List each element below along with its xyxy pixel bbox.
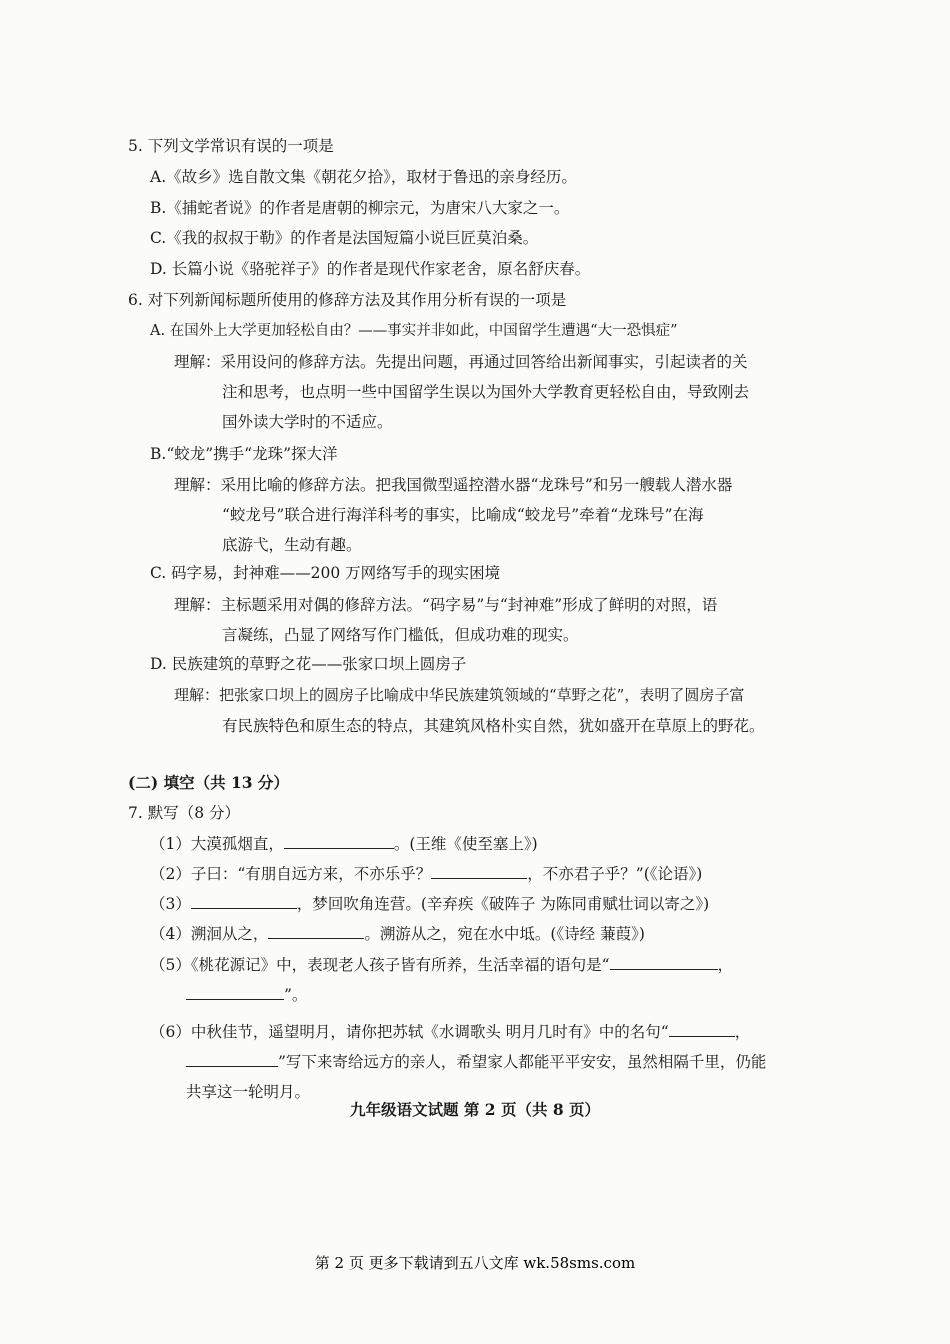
dictation-6-comma: ， [734, 1023, 751, 1041]
dictation-3-prefix: （3） [150, 895, 191, 913]
q5-option-c: C.《我的叔叔于勒》的作者是法国短篇小说巨匠莫泊桑。 [150, 229, 539, 247]
q6-option-d-title: D. 民族建筑的草野之花——张家口坝上圆房子 [150, 655, 467, 673]
footer-download-note: 第 2 页 更多下载请到五八文库 wk.58sms.com [314, 1254, 636, 1272]
q5-stem: 5. 下列文学常识有误的一项是 [128, 137, 334, 155]
q7-stem: 7. 默写（8 分） [128, 804, 241, 822]
q5-option-d: D. 长篇小说《骆驼祥子》的作者是现代作家老舍，原名舒庆春。 [150, 260, 591, 278]
dictation-6 [150, 1022, 750, 1042]
dictation-4-suffix: 。溯游从之，宛在水中坻。(《诗经 蒹葭》) [364, 925, 645, 943]
q6-option-b-explain-3: 底游弋，生动有趣。 [222, 536, 362, 554]
q6-option-a-explain-1: 理解：采用设问的修辞方法。先提出问题，再通过回答给出新闻事实，引起读者的关 [174, 353, 748, 371]
dictation-1 [150, 834, 538, 854]
dictation-5-cont [186, 985, 307, 1005]
section-heading: (二) 填空（共 13 分） [128, 773, 289, 792]
answer-blank[interactable] [431, 864, 527, 879]
answer-blank[interactable] [191, 894, 297, 909]
dictation-4 [150, 924, 645, 944]
dictation-1-prefix: （1）大漠孤烟直， [150, 835, 284, 853]
q6-option-d-explain-1: 理解：把张家口坝上的圆房子比喻成中华民族建筑领域的“草野之花”，表明了圆房子富 [174, 686, 745, 704]
q5-option-b: B.《捕蛇者说》的作者是唐朝的柳宗元，为唐宋八大家之一。 [150, 199, 570, 217]
q6-option-b-title: B.“蛟龙”携手“龙珠”探大洋 [150, 445, 338, 463]
dictation-5-comma: ， [717, 956, 734, 974]
dictation-6-prefix: （6）中秋佳节，遥望明月，请你把苏轼《水调歌头 明月几时有》中的名句“ [150, 1023, 669, 1041]
dictation-1-suffix: 。(王维《使至塞上》) [393, 835, 538, 853]
dictation-3 [150, 894, 709, 914]
answer-blank[interactable] [669, 1022, 735, 1037]
dictation-3-suffix: ，梦回吹角连营。(辛弃疾《破阵子 为陈同甫赋壮词以寄之》) [296, 895, 710, 913]
exam-page-label: 九年级语文试题 第 2 页（共 8 页） [349, 1100, 601, 1119]
q5-option-a: A.《故乡》选自散文集《朝花夕拾》，取材于鲁迅的亲身经历。 [150, 168, 577, 186]
answer-blank[interactable] [268, 924, 364, 939]
dictation-5 [150, 955, 733, 975]
q6-stem: 6. 对下列新闻标题所使用的修辞方法及其作用分析有误的一项是 [128, 291, 567, 309]
dictation-2-prefix: （2）子曰：“有朋自远方来，不亦乐乎？ [150, 865, 432, 883]
dictation-6-cont [186, 1052, 766, 1072]
dictation-2 [150, 864, 702, 884]
q6-option-c-title: C. 码字易，封神难——200 万网络写手的现实困境 [150, 564, 501, 582]
q6-option-a-explain-3: 国外读大学时的不适应。 [222, 413, 393, 431]
q6-option-b-explain-1: 理解：采用比喻的修辞方法。把我国微型遥控潜水器“龙珠号”和另一艘载人潜水器 [174, 476, 733, 494]
answer-blank[interactable] [186, 985, 284, 1000]
q6-option-c-explain-2: 言凝练，凸显了网络写作门槛低，但成功难的现实。 [222, 626, 579, 644]
answer-blank[interactable] [284, 834, 394, 849]
dictation-4-prefix: （4）溯洄从之， [150, 925, 269, 943]
q6-option-c-explain-1: 理解：主标题采用对偶的修辞方法。“码字易”与“封神难”形成了鲜明的对照，语 [174, 596, 718, 614]
q6-option-a-title: A. 在国外上大学更加轻松自由？——事实并非如此，中国留学生遭遇“大一恐惧症” [150, 323, 678, 339]
q6-option-b-explain-2: “蛟龙号”联合进行海洋科考的事实，比喻成“蛟龙号”牵着“龙珠号”在海 [222, 506, 704, 524]
answer-blank[interactable] [186, 1052, 278, 1067]
answer-blank[interactable] [610, 955, 718, 970]
dictation-6-rest: ”写下来寄给远方的亲人，希望家人都能平平安安，虽然相隔千里，仍能 [278, 1053, 767, 1071]
q6-option-d-explain-2: 有民族特色和原生态的特点，其建筑风格朴实自然，犹如盛开在草原上的野花。 [222, 717, 765, 735]
dictation-5-close: ”。 [284, 986, 308, 1004]
dictation-6-end: 共享这一轮明月。 [186, 1083, 311, 1101]
q6-option-a-explain-2: 注和思考，也点明一些中国留学生误以为国外大学教育更轻松自由，导致刚去 [222, 383, 750, 401]
dictation-5-prefix: （5）《桃花源记》中，表现老人孩子皆有所养，生活幸福的语句是“ [150, 956, 610, 974]
dictation-2-suffix: ，不亦君子乎？”(《论语》) [527, 865, 703, 883]
